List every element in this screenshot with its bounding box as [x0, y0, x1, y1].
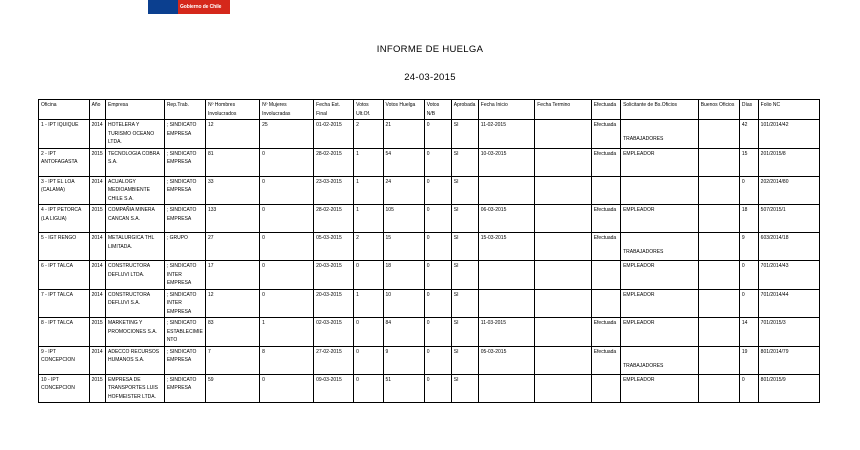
cell-mujeres: 1 — [260, 318, 314, 347]
table-row — [39, 148, 820, 176]
cell-anio: 2015 — [89, 205, 105, 233]
cell-aprobada: SI — [451, 346, 478, 374]
cell-votos-nb: 0 — [424, 346, 451, 374]
cell-folio: 101/2014/42 — [758, 120, 819, 149]
cell-efectuada: Efectuada — [591, 346, 620, 374]
table-row — [39, 261, 820, 290]
cell-solicitante — [621, 261, 699, 290]
cell-rep-trab: ; SINDICATO INTER EMPRESA — [164, 261, 205, 290]
table-row — [39, 120, 820, 149]
logo-text: Gobierno de Chile — [180, 4, 222, 10]
cell-fecha-inicio: 10-03-2015 — [478, 148, 534, 176]
cell-rep-trab: ; SINDICATO INTER EMPRESA — [164, 289, 205, 318]
cell-votos-ult: 1 — [354, 205, 383, 233]
cell-oficina: 10 - IPT CONCEPCION — [39, 374, 90, 403]
cell-mujeres: 0 — [260, 289, 314, 318]
cell-fecha-inicio — [478, 261, 534, 290]
cell-fecha-inicio — [478, 374, 534, 403]
cell-fecha-inicio: 05-03-2015 — [478, 346, 534, 374]
cell-anio: 2014 — [89, 233, 105, 261]
solicitante-text: EMPLEADOR — [623, 207, 655, 213]
cell-buenos-oficios — [698, 176, 739, 205]
cell-votos-huelga: 84 — [383, 318, 424, 347]
cell-fecha-inicio: 11-02-2015 — [478, 120, 534, 149]
cell-fecha-inicio: 11-03-2015 — [478, 318, 534, 347]
cell-fecha-inicio — [478, 289, 534, 318]
cell-fecha-termino — [535, 289, 591, 318]
cell-votos-ult: 2 — [354, 120, 383, 149]
cell-buenos-oficios — [698, 148, 739, 176]
solicitante-text: EMPLEADOR — [623, 291, 655, 298]
cell-mujeres: 0 — [260, 176, 314, 205]
table-row — [39, 346, 820, 374]
cell-efectuada: Efectuada — [591, 120, 620, 149]
cell-empresa: ADECCO RECURSOS HUMANOS S.A. — [106, 346, 165, 374]
cell-anio: 2014 — [89, 261, 105, 290]
cell-oficina: 2 - IPT ANTOFAGASTA — [39, 148, 90, 176]
cell-efectuada: Efectuada — [591, 205, 620, 233]
cell-mujeres: 8 — [260, 346, 314, 374]
cell-dias: 0 — [739, 176, 758, 205]
cell-buenos-oficios — [698, 120, 739, 149]
strike-report-table — [38, 99, 820, 403]
cell-fecha-est: 05-03-2015 — [314, 233, 354, 261]
cell-mujeres: 0 — [260, 205, 314, 233]
col-votos-ult: Votos Ult.Of. — [354, 100, 383, 120]
cell-oficina: 1 - IPT IQUIQUE — [39, 120, 90, 149]
cell-dias: 15 — [739, 148, 758, 176]
cell-votos-huelga: 105 — [383, 205, 424, 233]
cell-votos-huelga: 54 — [383, 148, 424, 176]
cell-folio: 801/2015/9 — [758, 374, 819, 403]
cell-empresa: TECNOLOGIA COBRA S.A. — [106, 148, 165, 176]
cell-rep-trab: ; SINDICATO ESTABLECIMIENTO — [164, 318, 205, 347]
cell-fecha-termino — [535, 233, 591, 261]
cell-fecha-inicio: 15-03-2015 — [478, 233, 534, 261]
cell-mujeres: 25 — [260, 120, 314, 149]
table-header-row — [39, 100, 820, 120]
cell-hombres: 27 — [205, 233, 259, 261]
cell-anio: 2014 — [89, 176, 105, 205]
cell-empresa: METALURGICA THL LIMITADA. — [106, 233, 165, 261]
cell-buenos-oficios — [698, 346, 739, 374]
col-fecha-est: Fecha Est. Final — [314, 100, 354, 120]
cell-anio: 2015 — [89, 374, 105, 403]
cell-votos-nb: 0 — [424, 318, 451, 347]
cell-solicitante — [621, 148, 699, 176]
cell-buenos-oficios — [698, 261, 739, 290]
report-title: INFORME DE HUELGA — [376, 44, 484, 55]
cell-dias: 0 — [739, 289, 758, 318]
cell-votos-ult: 1 — [354, 176, 383, 205]
solicitante-text: EMPLEADOR — [623, 263, 655, 269]
col-solicitante: Solicitante de Bs.Oficios — [621, 100, 699, 120]
cell-aprobada: SI — [451, 261, 478, 290]
cell-empresa: COMPAÑIA MINERA CANCAN S.A. — [106, 205, 165, 233]
col-efectuada: Efectuada — [591, 100, 620, 120]
cell-dias: 0 — [739, 261, 758, 290]
cell-mujeres: 0 — [260, 261, 314, 290]
solicitante-text: TRABAJADORES — [623, 362, 664, 369]
cell-solicitante — [621, 318, 699, 347]
cell-votos-nb: 0 — [424, 374, 451, 403]
cell-fecha-est: 27-02-2015 — [314, 346, 354, 374]
cell-folio: 701/2014/43 — [758, 261, 819, 290]
cell-hombres: 33 — [205, 176, 259, 205]
cell-votos-nb: 0 — [424, 176, 451, 205]
cell-rep-trab: ; SINDICATO EMPRESA — [164, 176, 205, 205]
cell-votos-nb: 0 — [424, 205, 451, 233]
cell-fecha-termino — [535, 346, 591, 374]
table-row — [39, 289, 820, 318]
table-row — [39, 176, 820, 205]
cell-fecha-termino — [535, 120, 591, 149]
cell-hombres: 7 — [205, 346, 259, 374]
cell-folio: 701/2015/3 — [758, 318, 819, 347]
col-empresa: Empresa — [106, 100, 165, 120]
cell-anio: 2014 — [89, 289, 105, 318]
solicitante-text: TRABAJADORES — [623, 136, 664, 142]
cell-hombres: 133 — [205, 205, 259, 233]
col-votos-nb: Votos N/B — [424, 100, 451, 120]
table-row — [39, 233, 820, 261]
cell-votos-huelga: 24 — [383, 176, 424, 205]
logo-blue-block — [148, 0, 178, 14]
col-rep-trab: Rep.Trab. — [164, 100, 205, 120]
cell-anio: 2014 — [89, 346, 105, 374]
cell-votos-ult: 0 — [354, 374, 383, 403]
cell-folio: 801/2014/79 — [758, 346, 819, 374]
cell-votos-huelga: 10 — [383, 289, 424, 318]
cell-hombres: 17 — [205, 261, 259, 290]
cell-empresa: CONSTRUCTORA DEFLUVI LTDA. — [106, 261, 165, 290]
cell-solicitante — [621, 289, 699, 318]
cell-oficina: 3 - IPT EL LOA (CALAMA) — [39, 176, 90, 205]
cell-efectuada: Efectuada — [591, 148, 620, 176]
cell-solicitante — [621, 120, 699, 149]
cell-aprobada: SI — [451, 318, 478, 347]
cell-votos-nb: 0 — [424, 289, 451, 318]
cell-oficina: 7 - IPT TALCA — [39, 289, 90, 318]
cell-efectuada: Efectuada — [591, 318, 620, 347]
cell-votos-huelga: 15 — [383, 233, 424, 261]
cell-oficina: 8 - IPT TALCA — [39, 318, 90, 347]
cell-rep-trab: ; SINDICATO EMPRESA — [164, 205, 205, 233]
cell-efectuada — [591, 261, 620, 290]
cell-efectuada — [591, 374, 620, 403]
cell-solicitante — [621, 233, 699, 261]
cell-mujeres: 0 — [260, 233, 314, 261]
cell-oficina: 9 - IPT CONCEPCION — [39, 346, 90, 374]
cell-hombres: 59 — [205, 374, 259, 403]
cell-votos-nb: 0 — [424, 120, 451, 149]
cell-rep-trab: ; SINDICATO EMPRESA — [164, 148, 205, 176]
cell-votos-huelga: 51 — [383, 374, 424, 403]
col-fecha-termino: Fecha Termino — [535, 100, 591, 120]
cell-hombres: 83 — [205, 318, 259, 347]
cell-votos-nb: 0 — [424, 148, 451, 176]
cell-solicitante — [621, 205, 699, 233]
solicitante-text: EMPLEADOR — [623, 376, 655, 383]
cell-fecha-termino — [535, 318, 591, 347]
cell-fecha-est: 28-02-2015 — [314, 205, 354, 233]
cell-folio: 701/2014/44 — [758, 289, 819, 318]
cell-votos-ult: 0 — [354, 318, 383, 347]
cell-aprobada: SI — [451, 289, 478, 318]
cell-buenos-oficios — [698, 289, 739, 318]
cell-folio: 507/2015/1 — [758, 205, 819, 233]
cell-empresa: MARKETING Y PROMOCIONES S.A. — [106, 318, 165, 347]
cell-buenos-oficios — [698, 205, 739, 233]
cell-efectuada: Efectuada — [591, 233, 620, 261]
table-row — [39, 318, 820, 347]
cell-empresa: EMPRESA DE TRANSPORTES LUIS HOFMEISTER LTDA. — [106, 374, 165, 403]
cell-empresa: HOTELERA Y TURISMO OCEANO LTDA. — [106, 120, 165, 149]
cell-fecha-est: 23-03-2015 — [314, 176, 354, 205]
col-fecha-inicio: Fecha Inicio — [478, 100, 534, 120]
cell-folio: 201/2015/8 — [758, 148, 819, 176]
col-anio: Año — [89, 100, 105, 120]
government-logo — [148, 0, 230, 14]
cell-dias: 19 — [739, 346, 758, 374]
cell-folio: 603/2014/18 — [758, 233, 819, 261]
cell-fecha-est: 09-03-2015 — [314, 374, 354, 403]
cell-oficina: 6 - IPT TALCA — [39, 261, 90, 290]
cell-fecha-est: 28-02-2015 — [314, 148, 354, 176]
cell-aprobada: SI — [451, 148, 478, 176]
cell-votos-nb: 0 — [424, 233, 451, 261]
table-row — [39, 374, 820, 403]
cell-oficina: 5 - IGT RENGO — [39, 233, 90, 261]
col-dias: Días — [739, 100, 758, 120]
cell-aprobada: SI — [451, 374, 478, 403]
cell-fecha-termino — [535, 205, 591, 233]
logo-red-block — [178, 0, 230, 14]
table-body — [39, 120, 820, 403]
table-row — [39, 205, 820, 233]
report-date: 24-03-2015 — [404, 72, 456, 83]
col-mujeres: Nº Mujeres Involucradas — [260, 100, 314, 120]
solicitante-text: TRABAJADORES — [623, 249, 664, 255]
col-votos-huelga: Votos Huelga — [383, 100, 424, 120]
col-oficina: Oficina — [39, 100, 90, 120]
cell-votos-huelga: 9 — [383, 346, 424, 374]
cell-fecha-termino — [535, 148, 591, 176]
cell-votos-ult: 0 — [354, 261, 383, 290]
col-buenos-oficios: Buenos Oficios — [698, 100, 739, 120]
cell-votos-nb: 0 — [424, 261, 451, 290]
cell-dias: 9 — [739, 233, 758, 261]
col-folio: Folio NC — [758, 100, 819, 120]
cell-fecha-termino — [535, 374, 591, 403]
cell-mujeres: 0 — [260, 148, 314, 176]
cell-fecha-est: 02-03-2015 — [314, 318, 354, 347]
cell-efectuada — [591, 176, 620, 205]
cell-hombres: 12 — [205, 289, 259, 318]
cell-fecha-inicio: 06-03-2015 — [478, 205, 534, 233]
solicitante-text: EMPLEADOR — [623, 320, 655, 326]
cell-rep-trab: ; SINDICATO EMPRESA — [164, 120, 205, 149]
cell-rep-trab: ; SINDICATO EMPRESA — [164, 374, 205, 403]
col-hombres: Nº Hombres Involucrados — [205, 100, 259, 120]
cell-oficina: 4 - IPT PETORCA (LA LIGUA) — [39, 205, 90, 233]
solicitante-text: EMPLEADOR — [623, 150, 655, 157]
cell-aprobada: SI — [451, 205, 478, 233]
cell-folio: 202/2014/80 — [758, 176, 819, 205]
cell-aprobada: SI — [451, 120, 478, 149]
cell-votos-ult: 2 — [354, 233, 383, 261]
cell-fecha-termino — [535, 176, 591, 205]
cell-buenos-oficios — [698, 318, 739, 347]
cell-empresa: CONSTRUCTORA DEFLUVI S.A. — [106, 289, 165, 318]
cell-rep-trab: ; SINDICATO EMPRESA — [164, 346, 205, 374]
cell-dias: 42 — [739, 120, 758, 149]
cell-aprobada: SI — [451, 176, 478, 205]
cell-fecha-termino — [535, 261, 591, 290]
cell-fecha-inicio — [478, 176, 534, 205]
cell-solicitante — [621, 176, 699, 205]
cell-solicitante — [621, 374, 699, 403]
cell-anio: 2015 — [89, 148, 105, 176]
cell-fecha-est: 20-03-2015 — [314, 289, 354, 318]
cell-buenos-oficios — [698, 374, 739, 403]
cell-votos-ult: 1 — [354, 289, 383, 318]
cell-hombres: 81 — [205, 148, 259, 176]
cell-anio: 2015 — [89, 318, 105, 347]
cell-votos-ult: 1 — [354, 148, 383, 176]
cell-votos-ult: 0 — [354, 346, 383, 374]
cell-empresa: ACUALOGY MEDIOAMBIENTE CHILE S.A. — [106, 176, 165, 205]
col-aprobada: Aprobada — [451, 100, 478, 120]
cell-solicitante — [621, 346, 699, 374]
cell-dias: 18 — [739, 205, 758, 233]
cell-anio: 2014 — [89, 120, 105, 149]
cell-fecha-est: 20-03-2015 — [314, 261, 354, 290]
cell-votos-huelga: 21 — [383, 120, 424, 149]
cell-dias: 14 — [739, 318, 758, 347]
cell-dias: 0 — [739, 374, 758, 403]
cell-aprobada: SI — [451, 233, 478, 261]
cell-rep-trab: ; GRUPO — [164, 233, 205, 261]
cell-mujeres: 0 — [260, 374, 314, 403]
cell-hombres: 12 — [205, 120, 259, 149]
cell-efectuada — [591, 289, 620, 318]
cell-buenos-oficios — [698, 233, 739, 261]
cell-votos-huelga: 18 — [383, 261, 424, 290]
cell-fecha-est: 01-02-2015 — [314, 120, 354, 149]
